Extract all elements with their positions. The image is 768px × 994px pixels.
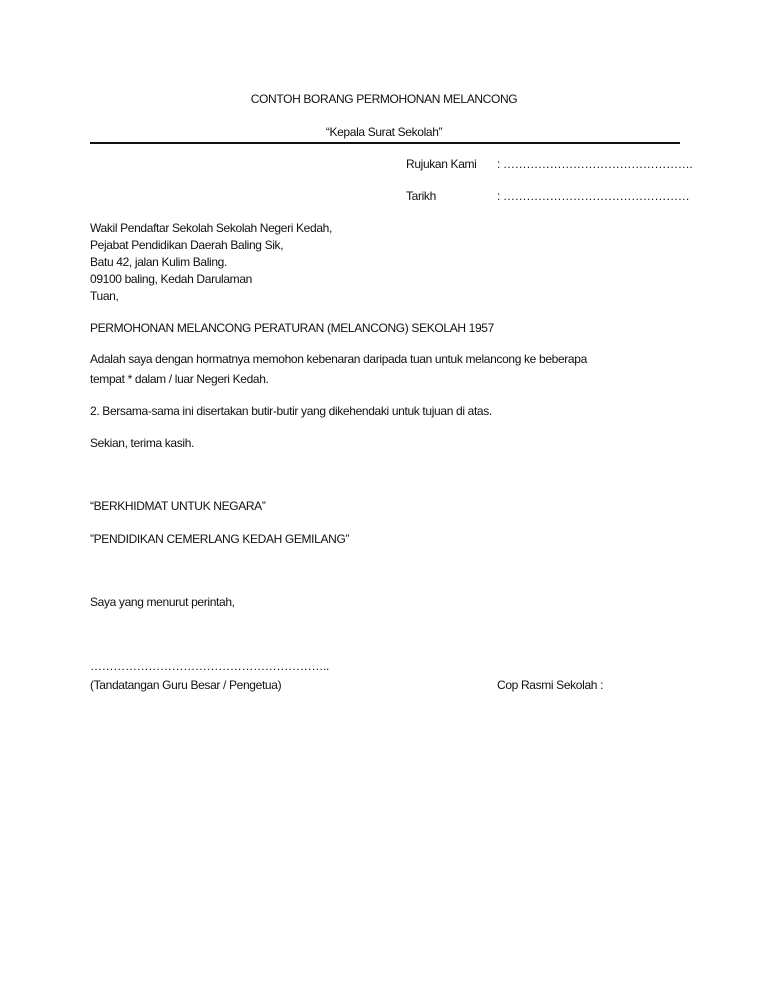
- letterhead-placeholder: “Kepala Surat Sekolah”: [325, 125, 443, 139]
- tarikh-label: Tarikh: [406, 189, 436, 203]
- signer-label: (Tandatangan Guru Besar / Pengetua): [90, 678, 282, 692]
- stamp-label: Cop Rasmi Sekolah :: [497, 678, 604, 692]
- paragraph-2: 2. Bersama-sama ini disertakan butir-butir yang dikehendaki untuk tujuan di atas.: [90, 404, 492, 418]
- slogan-1: “BERKHIDMAT UNTUK NEGARA”: [90, 499, 266, 513]
- tarikh-field: : …………………………………………: [497, 189, 690, 203]
- salutation: Tuan,: [90, 289, 119, 303]
- closing: Sekian, terima kasih.: [90, 436, 195, 450]
- signature-intro: Saya yang menurut perintah,: [90, 595, 235, 609]
- header-divider: [90, 142, 680, 144]
- document-title: CONTOH BORANG PERMOHONAN MELANCONG: [250, 92, 518, 106]
- subject-line: PERMOHONAN MELANCONG PERATURAN (MELANCONG) SEKOLAH 1957: [90, 321, 494, 335]
- rujukan-field: : ………………………………………….: [497, 157, 693, 171]
- paragraph-1: Adalah saya dengan hormatnya memohon kebenaran daripada tuan untuk melancong ke beberapa: [90, 352, 587, 366]
- slogan-2: ”PENDIDIKAN CEMERLANG KEDAH GEMILANG”: [90, 532, 350, 546]
- address-line: 09100 baling, Kedah Darulaman: [90, 272, 252, 286]
- address-line: Batu 42, jalan Kulim Baling.: [90, 255, 227, 269]
- rujukan-label: Rujukan Kami: [406, 157, 477, 171]
- address-line: Pejabat Pendidikan Daerah Baling Sik,: [90, 238, 284, 252]
- signature-line: ……………………………………………………..: [90, 659, 329, 673]
- address-line: Wakil Pendaftar Sekolah Sekolah Negeri Kedah,: [90, 221, 332, 235]
- paragraph-1-cont: tempat * dalam / luar Negeri Kedah.: [90, 372, 269, 386]
